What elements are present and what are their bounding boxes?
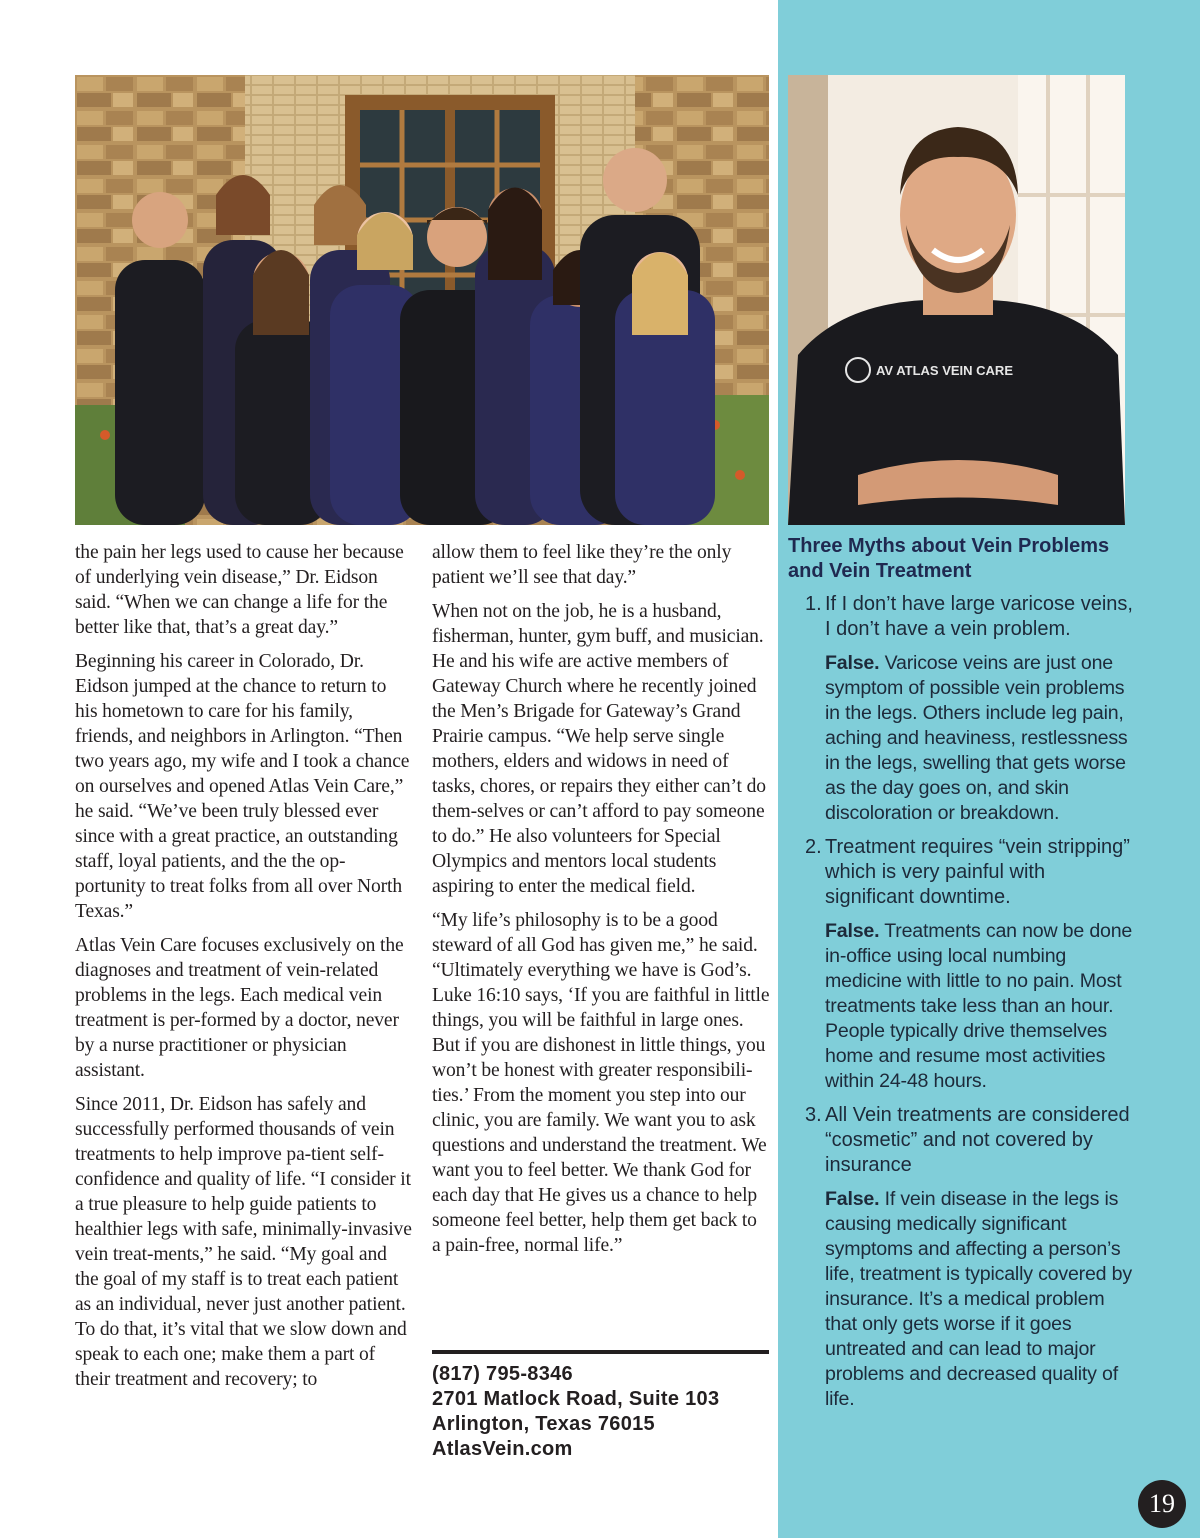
myth-number: 1.	[805, 593, 822, 615]
article-column-2	[432, 540, 770, 1267]
myth-item	[788, 1103, 1133, 1412]
doctor-shirt-logo: AV ATLAS VEIN CARE	[876, 363, 1013, 378]
myth-verdict: False.	[825, 920, 880, 942]
myth-verdict: False.	[825, 652, 880, 674]
paragraph: Atlas Vein Care focuses exclusively on the diagnoses and treatment of vein-related problems in the legs. Each medical vein treatment is per-formed by a doctor, never by a nurse practitioner or physician assistant.	[75, 935, 404, 1081]
paragraph: Beginning his career in Colorado, Dr. Eidson jumped at the chance to return to his hometown to care for his family, friends, and neighbors in Arlington. “Then two years ago, my wife and I took a chance on ourselves and opened Atlas Vein Care,” he said. “We’ve been truly blessed ever since with a great practice, an outstanding staff, loyal patients, and the the op-portunity to treat folks from all over North Texas.”	[75, 651, 410, 922]
myth-answer	[825, 651, 1133, 826]
myth-answer-text: If vein disease in the legs is causing medically significant symptoms and affecting a person’s life, treatment is typically covered by insurance. It’s a medical problem that only gets worse if it goes untreated and can lead to major problems and decreased quality of life.	[825, 1188, 1132, 1410]
myth-question: If I don’t have large varicose veins, I don’t have a vein problem.	[825, 593, 1133, 640]
myth-question: Treatment requires “vein stripping” which is very painful with significant downtime.	[825, 836, 1130, 908]
doctor-photo	[788, 75, 1125, 525]
paragraph: the pain her legs used to cause her because of underlying vein disease,” Dr. Eidson said. “When we can change a life for the better like that, that’s a great day.”	[75, 542, 404, 638]
contact-website: AtlasVein.com	[432, 1438, 573, 1460]
myth-answer	[825, 919, 1133, 1094]
team-photo	[75, 75, 769, 525]
contact-phone: (817) 795-8346	[432, 1363, 573, 1385]
myth-number: 2.	[805, 836, 822, 858]
page-number: 19	[1138, 1480, 1186, 1528]
myth-item	[788, 592, 1133, 826]
myths-title: Three Myths about Vein Problems and Vein Treatment	[788, 535, 1110, 582]
myth-answer-text: Varicose veins are just one symptom of possible vein problems in the legs. Others include leg pain, aching and heaviness, restlessness in the legs, swelling that gets worse as the day goes on, and skin discoloration or breakdown.	[825, 652, 1128, 824]
myth-question: All Vein treatments are considered “cosmetic” and not covered by insurance	[825, 1104, 1130, 1176]
contact-block	[432, 1362, 769, 1462]
myth-verdict: False.	[825, 1188, 880, 1210]
myth-answer-text: Treatments can now be done in-office using local numbing medicine with little to no pain. Most treatments take less than an hour. People typically drive themselves home and resume most activities within 24-48 hours.	[825, 920, 1133, 1092]
paragraph: Since 2011, Dr. Eidson has safely and successfully performed thousands of vein treatments to help improve pa-tient self-confidence and quality of life. “I consider it a true pleasure to help guide patients to healthier legs with safe, minimally-invasive vein treat-ments,” he said. “My goal and the goal of my staff is to treat each patient as an individual, never just another patient. To do that, it’s vital that we slow down and speak to each one; make them a part of their treatment and recovery; to	[75, 1094, 412, 1390]
paragraph: When not on the job, he is a husband, fisherman, hunter, gym buff, and musician. He and his wife are active members of Gateway Church where he recently joined the Men’s Brigade for Gateway’s Grand Prairie campus. “We help serve single mothers, elders and widows in need of tasks, chores, or repairs they either can’t do them-selves or can’t afford to pay someone to do.” He also volunteers for Special Olympics and mentors local students aspiring to enter the medical field.	[432, 601, 766, 897]
paragraph: allow them to feel like they’re the only patient we’ll see that day.”	[432, 542, 732, 588]
contact-address-line-1: 2701 Matlock Road, Suite 103	[432, 1388, 720, 1410]
article-column-1	[75, 540, 413, 1401]
myth-number: 3.	[805, 1104, 822, 1126]
paragraph: “My life’s philosophy is to be a good steward of all God has given me,” he said. “Ultimately everything we have is God’s. Luke 16:10 says, ‘If you are faithful in little things, you will be faithful in large ones. But if you are dishonest in little things, you won’t be honest with greater responsibili-ties.’ From the moment you step into our clinic, you are family. We want you to ask questions and understand the treatment. We want you to feel better. We thank God for each day that He gives us a chance to help someone feel better, help them get back to a pain-free, normal life.”	[432, 910, 770, 1256]
contact-divider	[432, 1350, 769, 1354]
contact-address-line-2: Arlington, Texas 76015	[432, 1413, 655, 1435]
myth-answer	[825, 1187, 1133, 1412]
myths-sidebar	[788, 534, 1133, 1421]
myth-item	[788, 835, 1133, 1094]
